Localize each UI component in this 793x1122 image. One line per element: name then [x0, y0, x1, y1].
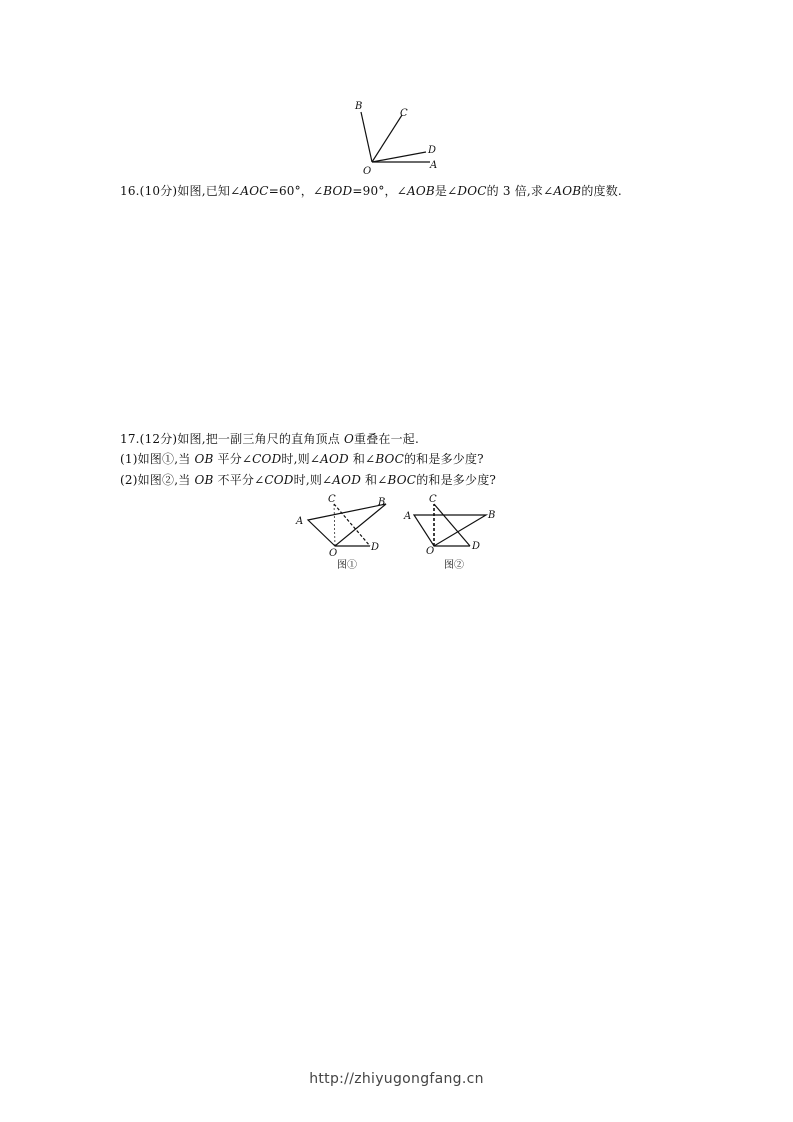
- question-17-intro: 17.(12分)如图,把一副三角尺的直角顶点 O重叠在一起.: [120, 432, 420, 446]
- label-b: B: [488, 510, 496, 521]
- label-a: A: [430, 160, 438, 171]
- label-b: B: [355, 101, 363, 112]
- ray-ob: [361, 112, 372, 162]
- label-d: D: [472, 541, 481, 552]
- question-17-part-2: (2)如图②,当 OB 不平分∠COD时,则∠AOD 和∠BOC的和是多少度?: [120, 473, 497, 487]
- angle-figure-q16: [350, 98, 450, 178]
- footer-url[interactable]: http://zhiyugongfang.cn: [309, 1071, 484, 1087]
- label-d: D: [428, 145, 437, 156]
- figure-caption-1: 图①: [337, 560, 357, 571]
- question-17-part-1: (1)如图①,当 OB 平分∠COD时,则∠AOD 和∠BOC的和是多少度?: [120, 452, 484, 466]
- label-o: O: [363, 166, 372, 177]
- question-16: 16.(10分)如图,已知∠AOC=60°，∠BOD=90°，∠AOB是∠DOC的 3 倍,求∠AOB的度数.: [120, 184, 622, 198]
- triangle-figure-2: [400, 490, 505, 575]
- label-c: C: [400, 108, 408, 119]
- label-a: A: [296, 516, 304, 527]
- triangle-aob: [308, 504, 386, 546]
- ray-od: [372, 152, 426, 162]
- segment-cd: [434, 504, 470, 546]
- ray-oc: [372, 115, 402, 162]
- label-c: C: [429, 494, 437, 505]
- label-o: O: [329, 548, 338, 559]
- segment-oc: [334, 504, 335, 546]
- label-c: C: [328, 494, 336, 505]
- triangle-figure-1: [290, 490, 390, 575]
- label-b: B: [378, 497, 386, 508]
- label-o: O: [426, 546, 435, 557]
- label-a: A: [404, 511, 412, 522]
- figure-caption-2: 图②: [444, 560, 464, 571]
- label-d: D: [371, 542, 380, 553]
- segment-cd: [334, 504, 370, 546]
